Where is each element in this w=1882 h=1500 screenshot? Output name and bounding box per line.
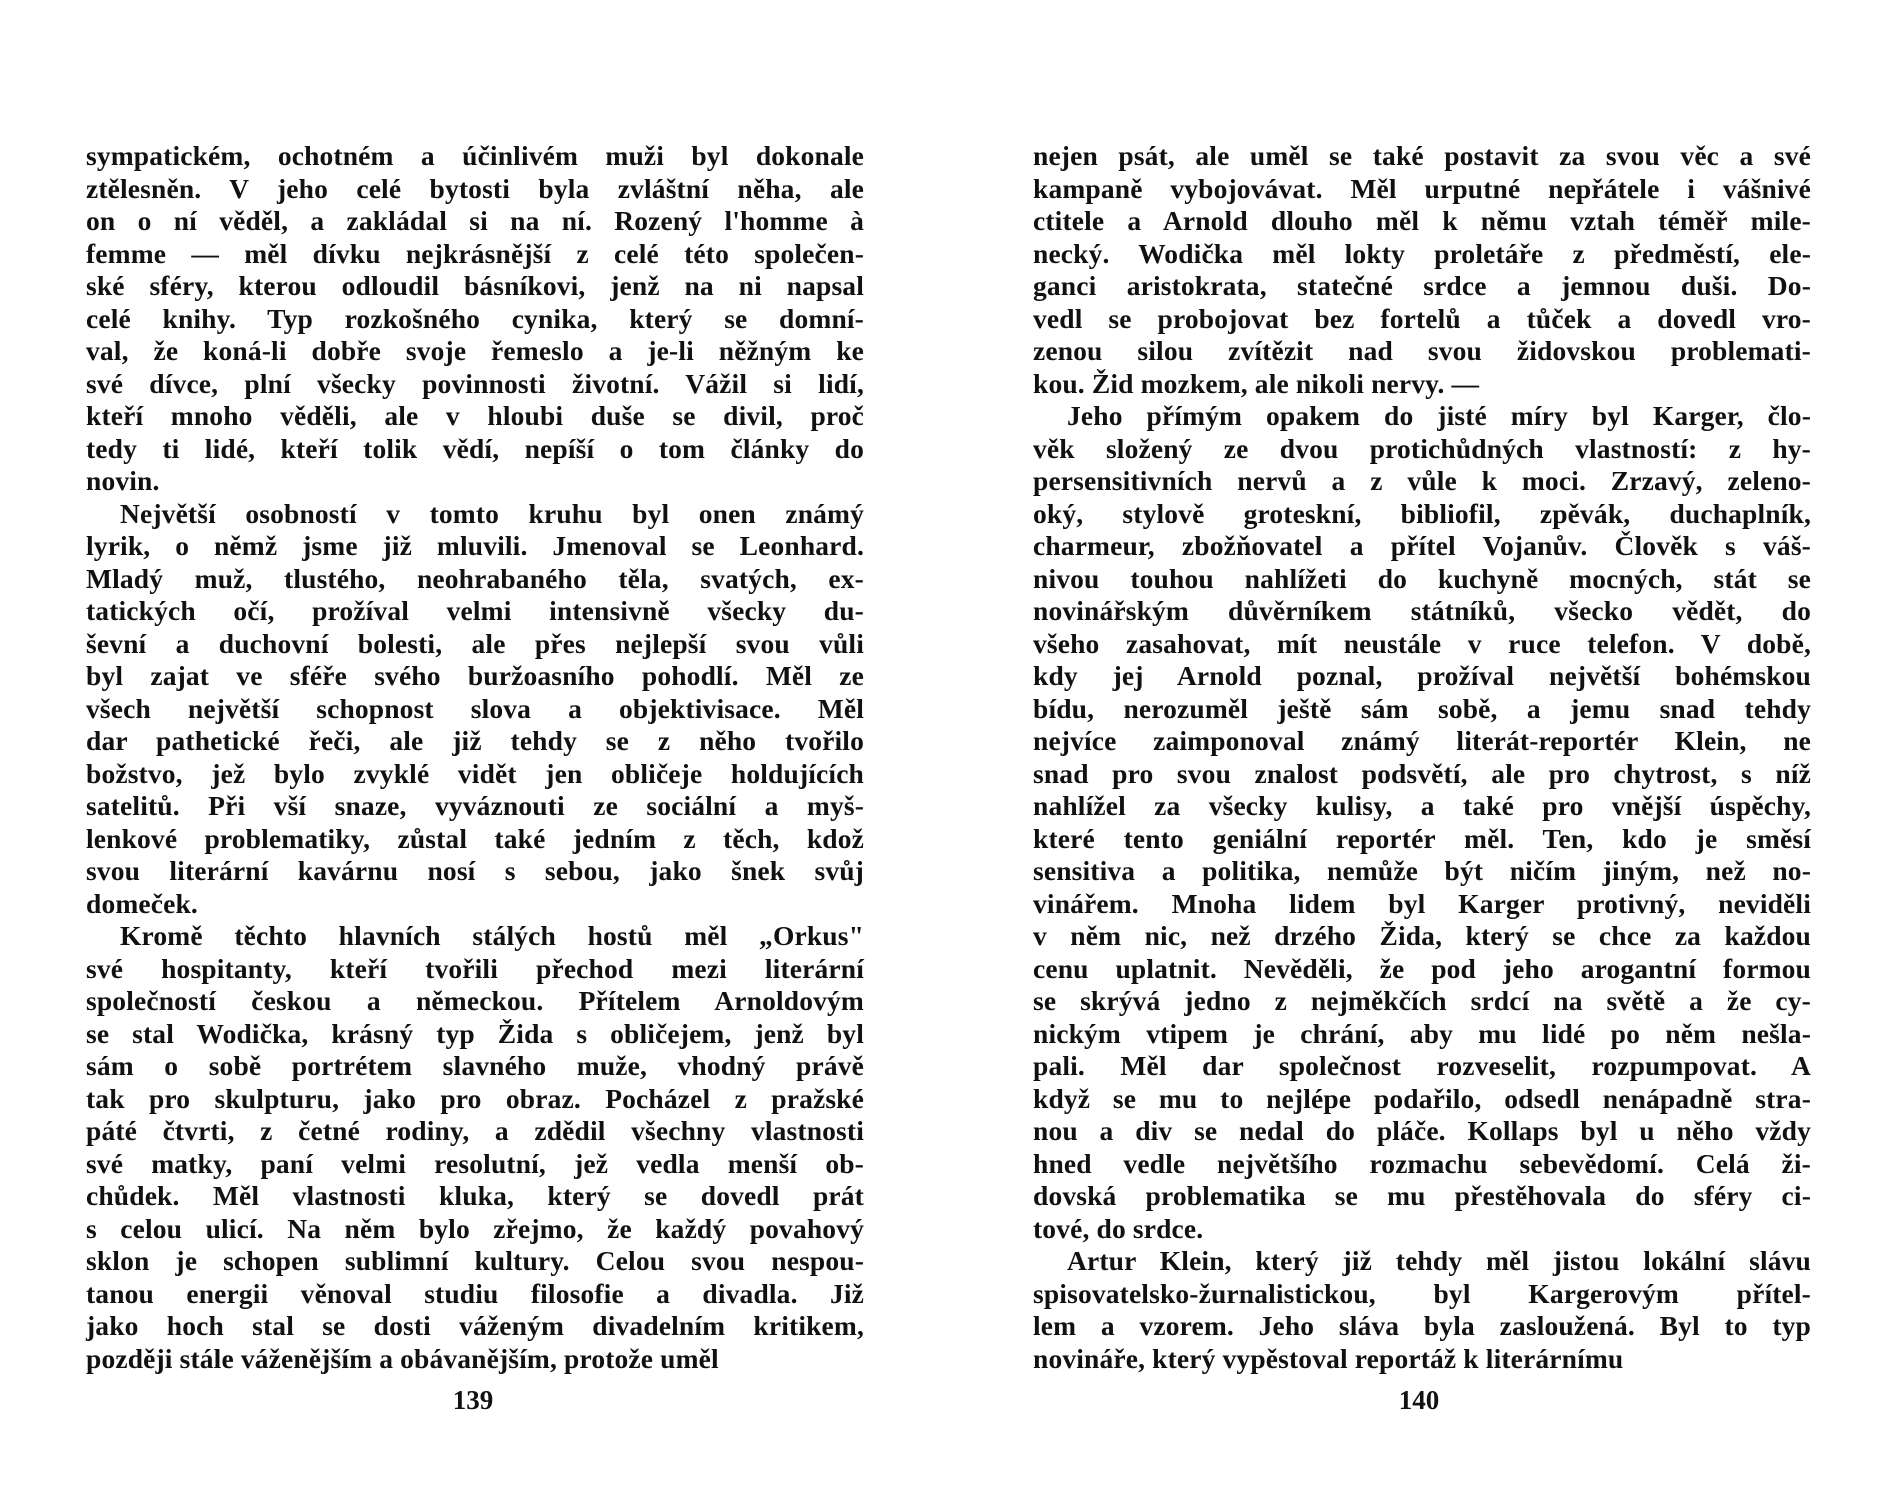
text-line: hned vedle největšího rozmachu sebevědomí. Celá ži-	[1033, 1147, 1811, 1179]
text-line: domeček.	[86, 887, 198, 919]
text-line: spisovatelsko-žurnalistickou, byl Kargerovým přítel-	[1033, 1277, 1811, 1309]
text-line: val, že koná-li dobře svoje řemeslo a je-li něžným ke	[86, 335, 864, 366]
text-line: nivou touhou nahlížeti do kuchyně mocných, stát se	[1033, 562, 1811, 594]
text-line: snad pro svou znalost podsvětí, ale pro chytrost, s níž	[1033, 757, 1811, 789]
text-line: své dívce, plní všecky povinnosti životní. Vážil si lidí,	[86, 367, 864, 399]
text-line: ševní a duchovní bolesti, ale přes nejlepší svou vůli	[86, 627, 864, 659]
left-page-text	[86, 140, 864, 1375]
text-line: kdy jej Arnold poznal, prožíval největší bohémskou	[1033, 660, 1811, 691]
paragraph	[86, 920, 864, 1375]
text-line: s celou ulicí. Na něm bylo zřejmo, že každý povahový	[86, 1212, 864, 1244]
text-line: se stal Wodička, krásný typ Žida s obličejem, jenž byl	[86, 1017, 864, 1049]
text-line: nickým vtipem je chrání, aby mu lidé po něm nešla-	[1033, 1017, 1811, 1049]
text-line: bídu, nerozuměl ještě sám sobě, a jemu snad tehdy	[1033, 692, 1811, 724]
text-line: sensitiva a politika, nemůže být ničím jiným, než no-	[1033, 855, 1811, 886]
text-line: necký. Wodička měl lokty proletáře z předměstí, ele-	[1033, 237, 1811, 269]
paragraph	[1033, 140, 1811, 400]
text-line: kou. Žid mozkem, ale nikoli nervy. —	[1033, 367, 1480, 399]
text-line: Jeho přímým opakem do jisté míry byl Karger, člo-	[1067, 400, 1811, 431]
text-line: nahlížel za všecky kulisy, a také pro vnější úspěchy,	[1033, 790, 1811, 821]
text-line: ské sféry, kterou odloudil básníkovi, jenž na ni napsal	[86, 270, 864, 301]
text-line: věk složený ze dvou protichůdných vlastností: z hy-	[1033, 432, 1811, 464]
text-line: tak pro skulpturu, jako pro obraz. Pocházel z pražské	[86, 1082, 864, 1114]
text-line: sklon je schopen sublimní kultury. Celou svou nespou-	[86, 1245, 864, 1276]
paragraph	[86, 140, 864, 498]
text-line: tedy ti lidé, kteří tolik vědí, nepíší o tom články do	[86, 432, 864, 464]
text-line: lenkové problematiky, zůstal také jedním z těch, kdož	[86, 822, 864, 854]
text-line: novinářským důvěrníkem státníků, všecko vědět, do	[1033, 595, 1811, 626]
text-line: ganci aristokrata, statečné srdce a jemnou duši. Do-	[1033, 270, 1811, 301]
text-line: chůdek. Měl vlastnosti kluka, který se dovedl prát	[86, 1180, 864, 1211]
text-line: později stále váženějším a obávanějším, protože uměl	[86, 1342, 719, 1374]
text-line: božstvo, jež bylo zvyklé vidět jen obličeje holdujících	[86, 757, 864, 789]
text-line: všeho zasahovat, mít neustále v ruce telefon. V době,	[1033, 627, 1811, 659]
text-line: charmeur, zbožňovatel a přítel Vojanův. Člověk s váš-	[1033, 530, 1811, 561]
text-line: tatických očí, prožíval velmi intensivně všecky du-	[86, 595, 864, 626]
text-line: on o ní věděl, a zakládal si na ní. Rozený l'homme à	[86, 205, 864, 236]
text-line: své hospitanty, kteří tvořili přechod mezi literární	[86, 952, 864, 984]
text-line: kampaně vybojovávat. Měl urputné nepřátele i vášnivé	[1033, 172, 1811, 204]
text-line: persensitivních nervů a z vůle k moci. Zrzavý, zeleno-	[1033, 465, 1811, 496]
text-line: tové, do srdce.	[1033, 1212, 1204, 1244]
text-line: satelitů. Při vší snaze, vyváznouti ze sociální a myš-	[86, 790, 864, 821]
right-page-number: 140	[1398, 1385, 1440, 1415]
left-page-number: 139	[452, 1385, 494, 1415]
text-line: Artur Klein, který již tehdy měl jistou lokální slávu	[1067, 1245, 1811, 1276]
text-line: všech největší schopnost slova a objektivisace. Měl	[86, 692, 864, 724]
text-line: celé knihy. Typ rozkošného cynika, který se domní-	[86, 302, 864, 334]
text-line: vinářem. Mnoha lidem byl Karger protivný, neviděli	[1033, 887, 1811, 919]
text-line: ctitele a Arnold dlouho měl k němu vztah téměř mile-	[1033, 205, 1811, 236]
text-line: novináře, který vypěstoval reportáž k literárnímu	[1033, 1342, 1624, 1374]
text-line: lyrik, o němž jsme již mluvili. Jmenoval se Leonhard.	[86, 530, 864, 561]
text-line: Mladý muž, tlustého, neohrabaného těla, svatých, ex-	[86, 562, 864, 594]
text-line: nejen psát, ale uměl se také postavit za svou věc a své	[1033, 140, 1811, 171]
text-line: se skrývá jedno z nejměkčích srdcí na světě a že cy-	[1033, 985, 1811, 1016]
text-line: společností českou a německou. Přítelem Arnoldovým	[86, 985, 864, 1016]
text-line: kteří mnoho věděli, ale v hloubi duše se divil, proč	[86, 400, 864, 431]
text-line: když se mu to nejlépe podařilo, odsedl nenápadně stra-	[1033, 1082, 1811, 1114]
text-line: tanou energii věnoval studiu filosofie a divadla. Již	[86, 1277, 864, 1309]
text-line: ztělesněn. V jeho celé bytosti byla zvláštní něha, ale	[86, 172, 864, 204]
text-line: pali. Měl dar společnost rozveselit, rozpumpovat. A	[1033, 1050, 1811, 1081]
text-line: dovská problematika se mu přestěhovala do sféry ci-	[1033, 1180, 1811, 1211]
text-line: nejvíce zaimponoval známý literát-reportér Klein, ne	[1033, 725, 1811, 756]
text-line: dar pathetické řeči, ale již tehdy se z něho tvořilo	[86, 725, 864, 756]
text-line: páté čtvrti, z četné rodiny, a zdědil všechny vlastnosti	[86, 1115, 864, 1146]
text-line: své matky, paní velmi resolutní, jež vedla menší ob-	[86, 1147, 864, 1179]
text-line: cenu uplatnit. Nevěděli, že pod jeho arogantní formou	[1033, 952, 1811, 984]
text-line: femme — měl dívku nejkrásnější z celé této společen-	[86, 237, 864, 269]
text-line: novin.	[86, 465, 160, 496]
right-page-text	[1033, 140, 1811, 1375]
text-line: Kromě těchto hlavních stálých hostů měl „Orkus"	[120, 920, 864, 951]
paragraph	[1033, 1245, 1811, 1375]
text-line: nou a div se nedal do pláče. Kollaps byl u něho vždy	[1033, 1115, 1811, 1146]
text-line: sympatickém, ochotném a účinlivém muži byl dokonale	[86, 140, 864, 171]
text-line: vedl se probojovat bez fortelů a tůček a dovedl vro-	[1033, 302, 1811, 334]
right-page	[941, 0, 1882, 1500]
text-line: které tento geniální reportér měl. Ten, kdo je směsí	[1033, 822, 1811, 854]
text-line: zenou silou zvítězit nad svou židovskou problemati-	[1033, 335, 1811, 366]
text-line: sám o sobě portrétem slavného muže, vhodný právě	[86, 1050, 864, 1081]
text-line: Největší osobností v tomto kruhu byl onen známý	[120, 497, 864, 529]
paragraph	[86, 498, 864, 921]
text-line: jako hoch stal se dosti váženým divadelním kritikem,	[86, 1310, 864, 1341]
text-line: byl zajat ve sféře svého buržoasního pohodlí. Měl ze	[86, 660, 864, 691]
text-line: svou literární kavárnu nosí s sebou, jako šnek svůj	[86, 855, 864, 886]
text-line: v něm nic, než drzého Žida, který se chce za každou	[1033, 920, 1811, 951]
text-line: oký, stylově groteskní, bibliofil, zpěvák, duchaplník,	[1033, 497, 1811, 529]
paragraph	[1033, 400, 1811, 1245]
text-line: lem a vzorem. Jeho sláva byla zasloužená. Byl to typ	[1033, 1310, 1811, 1341]
